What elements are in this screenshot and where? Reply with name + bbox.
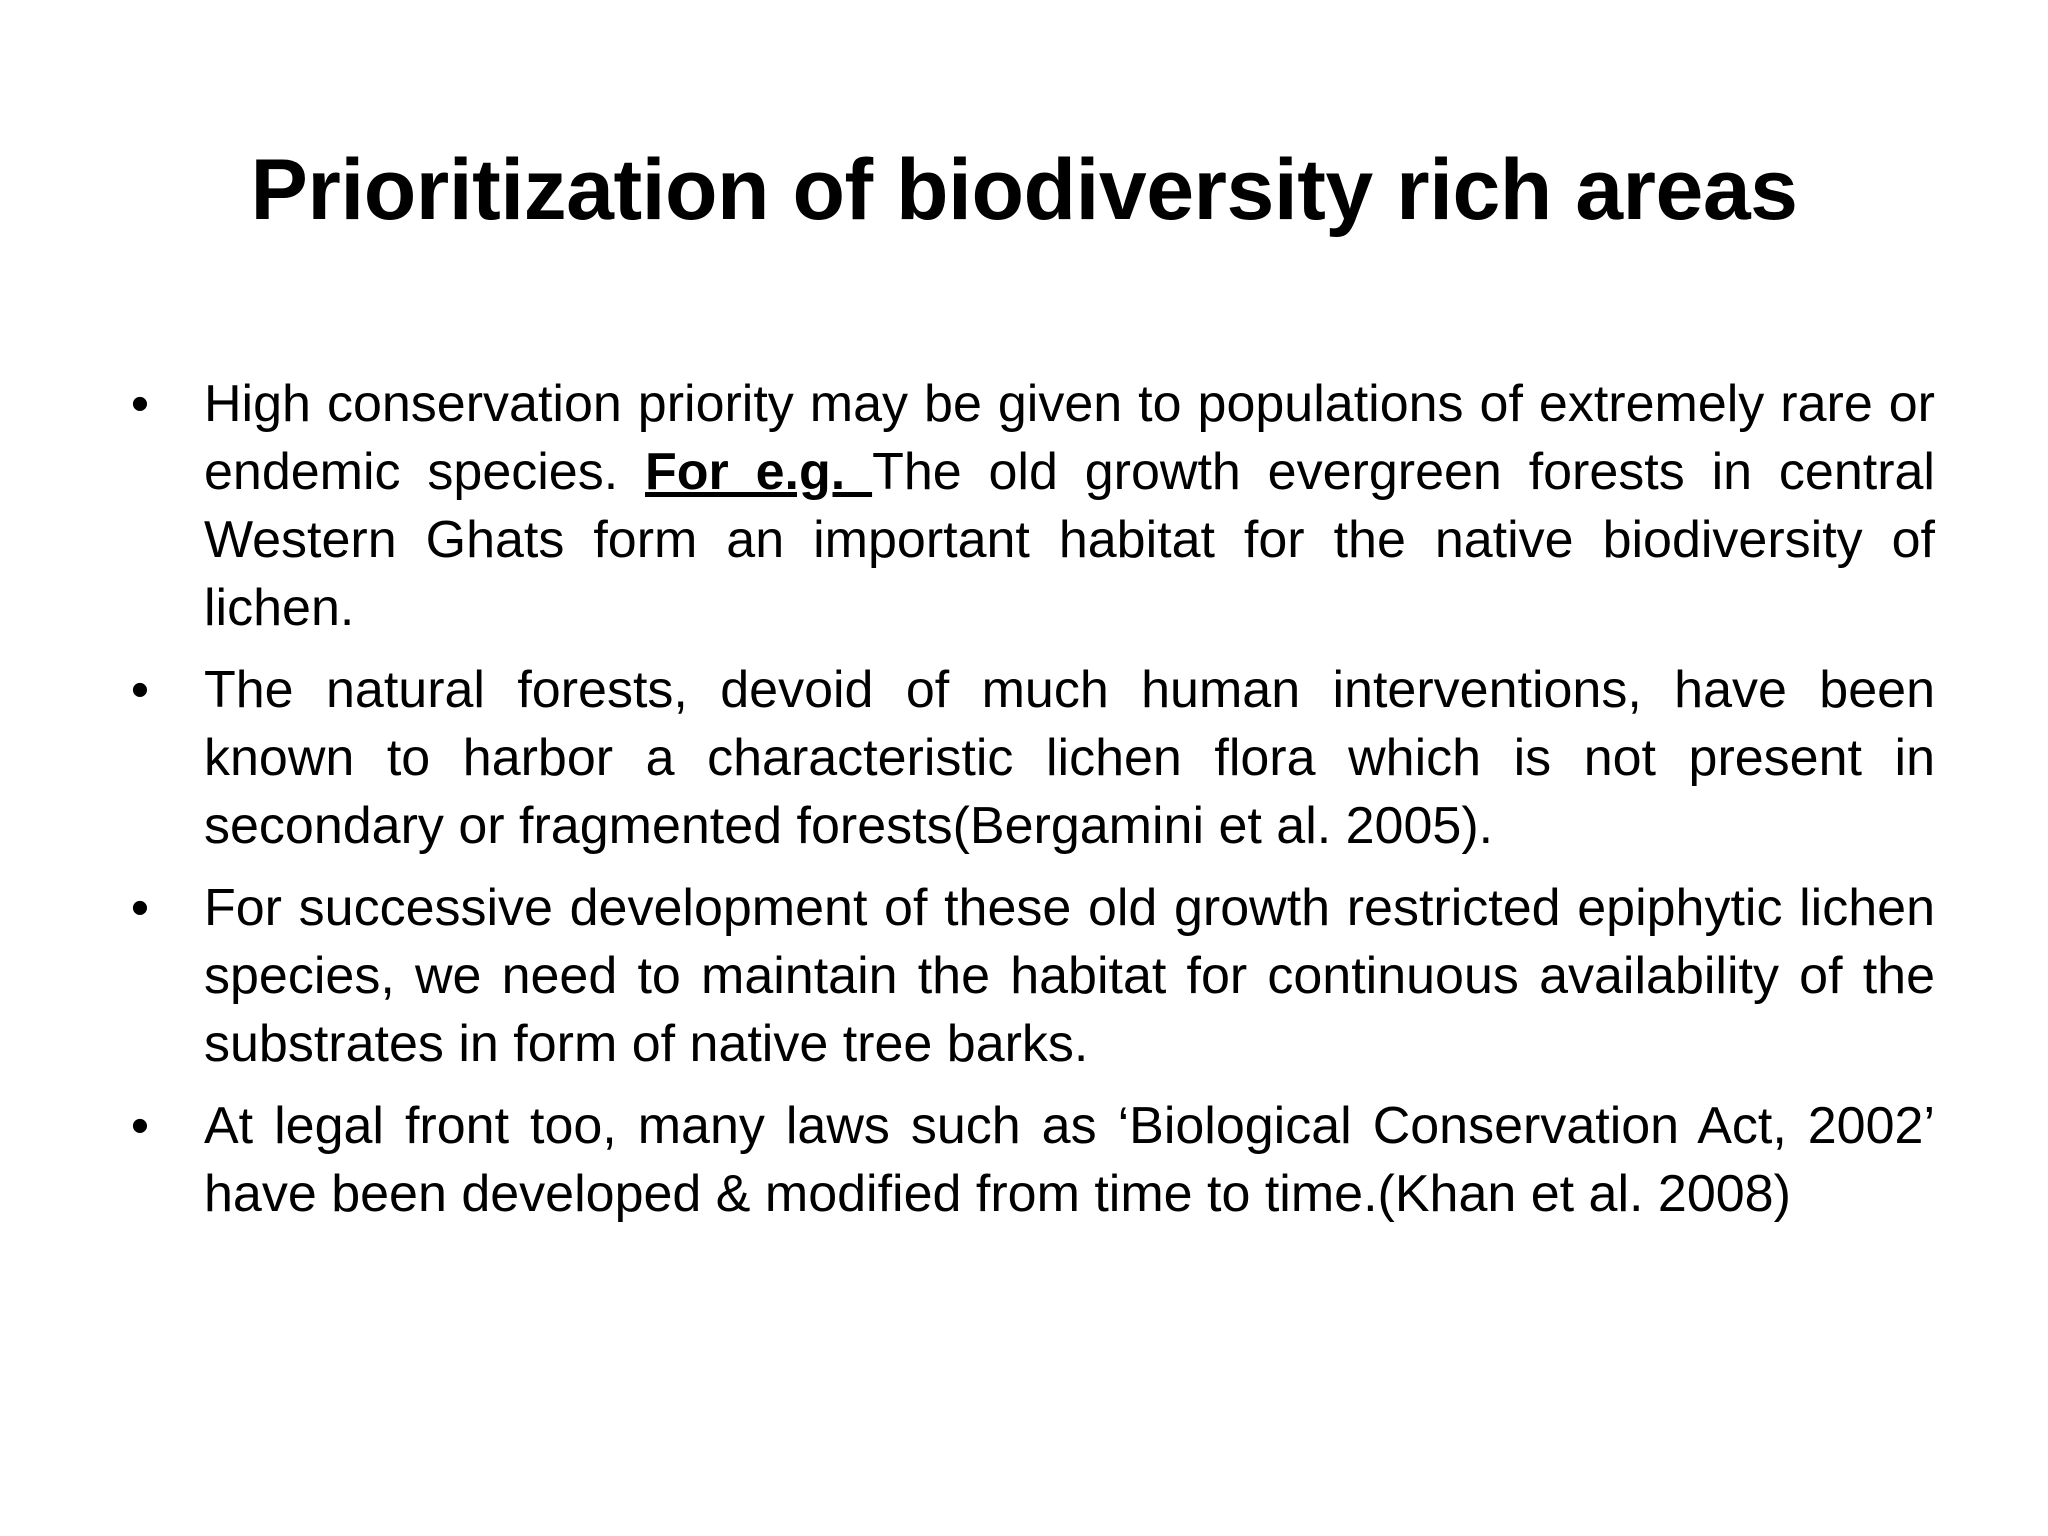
bullet-text-after: The old growth evergreen forests in central Western Ghats form an important habitat for the native biodiversity of lichen.	[204, 443, 1935, 637]
slide-title: Prioritization of biodiversity rich areas	[250, 142, 1798, 238]
bullet-icon: •	[130, 661, 150, 719]
bullet-item-2	[120, 656, 1935, 860]
bullet-item-3	[120, 874, 1935, 1078]
bullet-text: The natural forests, devoid of much human interventions, have been known to harbor a characteristic lichen flora which is not present in secondary or fragmented forests(Bergamini et al. 2005).	[204, 661, 1935, 855]
bullet-item-1	[120, 370, 1935, 642]
bullet-text: For successive development of these old growth restricted epiphytic lichen species, we need to maintain the habitat for continuous availability of the substrates in form of native tree barks.	[204, 879, 1935, 1073]
bullet-text-before: High conservation priority may be given to populations of extremely rare or endemic species.	[204, 375, 1935, 501]
bullet-icon: •	[130, 879, 150, 937]
bullet-item-4	[120, 1092, 1935, 1228]
bullet-text: At legal front too, many laws such as ‘Biological Conservation Act, 2002’ have been developed & modified from time to time.(Khan et al. 2008)	[204, 1097, 1935, 1223]
bullet-list	[120, 370, 1935, 1242]
bullet-emphasis: For e.g.	[645, 443, 873, 501]
bullet-icon: •	[130, 1097, 150, 1155]
bullet-icon: •	[130, 375, 150, 433]
